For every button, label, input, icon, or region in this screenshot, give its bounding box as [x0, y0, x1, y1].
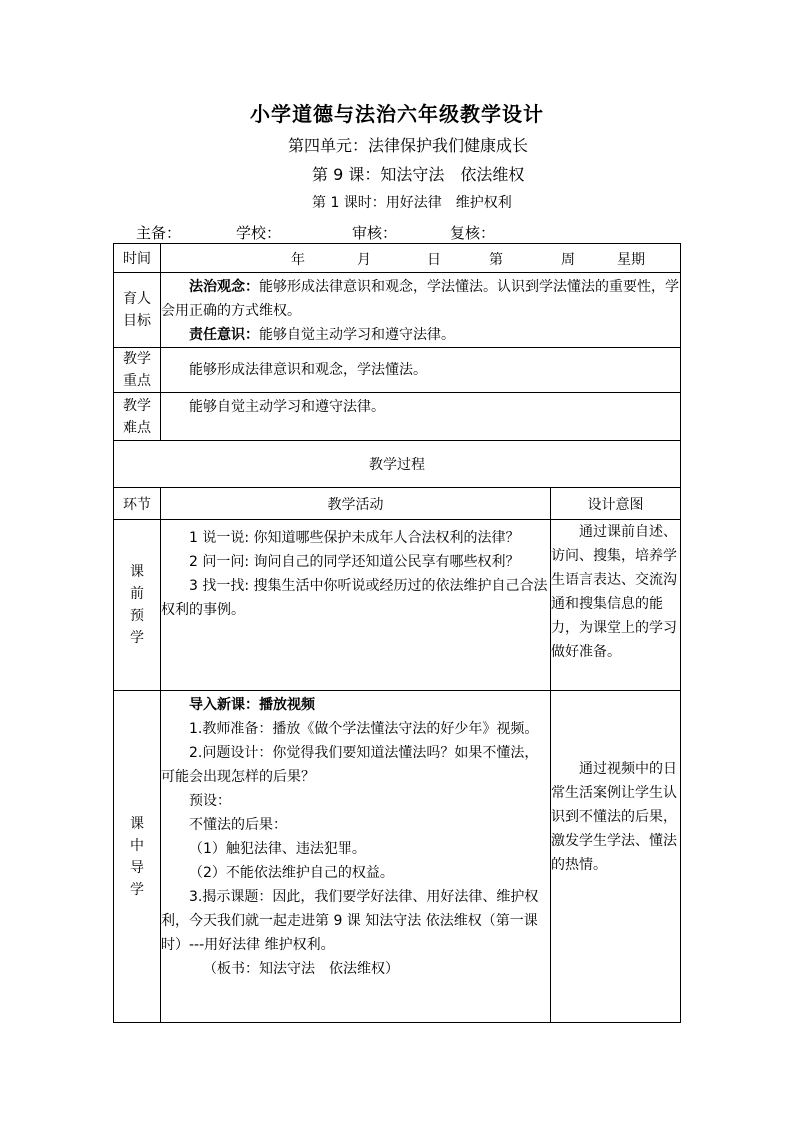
goal-law-concept — [161, 275, 680, 323]
class-consequence-item: （1）触犯法律、违法犯罪。 — [189, 841, 366, 857]
key-points-text: 能够形成法律意识和观念，学法懂法。 — [189, 362, 427, 378]
preview-stage-cell — [114, 520, 161, 691]
preview-stage-char: 预 — [130, 608, 144, 624]
column-stage: 环节 — [114, 488, 161, 520]
preview-stage-char: 学 — [130, 630, 144, 646]
class-line: 1.教师准备：播放《做个学法懂法守法的好少年》视频。 — [189, 721, 539, 737]
class-heading: 导入新课：播放视频 — [189, 697, 315, 713]
reviewer-label: 审核： — [352, 224, 398, 242]
unit-title: 第四单元：法律保护我们健康成长 — [288, 136, 529, 155]
class-consequence-item: （2）不能依法维护自己的权益。 — [189, 865, 394, 881]
preview-item: 1 说一说: 你知道哪些保护未成年人合法权利的法律？ — [189, 530, 520, 546]
preview-item: 2 问一问: 询问自己的同学还知道公民享有哪些权利？ — [189, 554, 520, 570]
class-board-note: （板书：知法守法 依法维权） — [203, 961, 399, 977]
goal-law-concept-text: 能够形成法律意识和观念，学法懂法。认识到学法懂法的重要性，学会用正确的方式维权。 — [161, 279, 679, 319]
preview-activities — [161, 520, 551, 691]
class-preset: 预设： — [189, 793, 231, 809]
month-label: 月 — [357, 252, 371, 268]
preview-intent: 通过课前自述、访问、搜集，培养学生语言表达、交流沟通和搜集信息的能力，为课堂上的学习做好准备。 — [551, 520, 681, 691]
day-label: 日 — [427, 252, 441, 268]
preview-row — [114, 520, 681, 691]
key-points-label-line1: 教学 — [123, 351, 151, 367]
goal-responsibility-text: 能够自觉主动学习和遵守法律。 — [259, 327, 455, 343]
class-stage-cell — [114, 691, 161, 1023]
class-stage-char: 课 — [130, 815, 144, 832]
goals-label-cell — [114, 273, 161, 348]
key-points-row — [114, 348, 681, 393]
lesson-title: 第 9 课：知法守法 依法维权 — [312, 165, 525, 184]
process-header: 教学过程 — [114, 441, 681, 488]
period-title: 第 1 课时：用好法律 维护权利 — [312, 195, 512, 211]
column-activity: 教学活动 — [161, 488, 551, 520]
goal-responsibility-heading: 责任意识： — [189, 327, 259, 343]
difficult-points-text: 能够自觉主动学习和遵守法律。 — [189, 399, 385, 415]
goals-label-line1: 育人 — [123, 291, 151, 307]
class-stage-char: 中 — [130, 837, 144, 854]
time-row — [114, 244, 681, 273]
class-activities — [161, 691, 551, 1023]
preview-item: 3 找一找: 搜集生活中你听说或经历过的依法维护自己合法权利的事例。 — [161, 578, 548, 618]
time-fields — [161, 244, 681, 273]
key-points-label-cell — [114, 348, 161, 393]
class-intent: 通过视频中的日常生活案例让学生认识到不懂法的后果，激发学生学法、懂法的热情。 — [551, 691, 681, 1023]
process-header-row — [114, 441, 681, 488]
school-label: 学校： — [236, 224, 282, 242]
column-intent: 设计意图 — [551, 488, 681, 520]
week-label: 周 — [561, 252, 575, 268]
key-points-content — [161, 348, 681, 393]
class-consequence: 不懂法的后果： — [189, 817, 287, 833]
year-label: 年 — [291, 252, 305, 268]
difficult-points-label-cell — [114, 393, 161, 441]
goal-law-concept-heading: 法治观念： — [189, 279, 259, 295]
week-prefix-label: 第 — [489, 252, 503, 268]
preview-stage-char: 前 — [130, 586, 144, 602]
column-header-row — [114, 488, 681, 520]
difficult-points-row — [114, 393, 681, 441]
goals-row — [114, 273, 681, 348]
class-stage-char: 学 — [130, 881, 144, 898]
goal-responsibility — [161, 323, 680, 347]
weekday-label: 星期 — [617, 252, 645, 268]
lead-teacher-label: 主备： — [136, 224, 182, 242]
difficult-points-content — [161, 393, 681, 441]
lesson-plan-table — [113, 243, 681, 1023]
recheck-label: 复核： — [450, 224, 496, 242]
time-label: 时间 — [114, 244, 161, 273]
class-stage-char: 导 — [130, 859, 144, 876]
document-title: 小学道德与法治六年级教学设计 — [250, 102, 544, 126]
class-row — [114, 691, 681, 1023]
preview-stage-char: 课 — [130, 564, 144, 580]
goals-label-line2: 目标 — [123, 313, 151, 329]
goals-content — [161, 273, 681, 348]
key-points-label-line2: 重点 — [123, 373, 151, 389]
class-line: 2.问题设计：你觉得我们要知道法懂法吗？如果不懂法，可能会出现怎样的后果？ — [161, 745, 539, 785]
difficult-points-label-line1: 教学 — [123, 397, 151, 414]
difficult-points-label-line2: 难点 — [123, 419, 151, 436]
class-line: 3.揭示课题：因此，我们要学好法律、用好法律、维护权利，今天我们就一起走进第 9 课 知法守法 依法维权（第一课时）---用好法律 维护权利。 — [161, 889, 539, 953]
